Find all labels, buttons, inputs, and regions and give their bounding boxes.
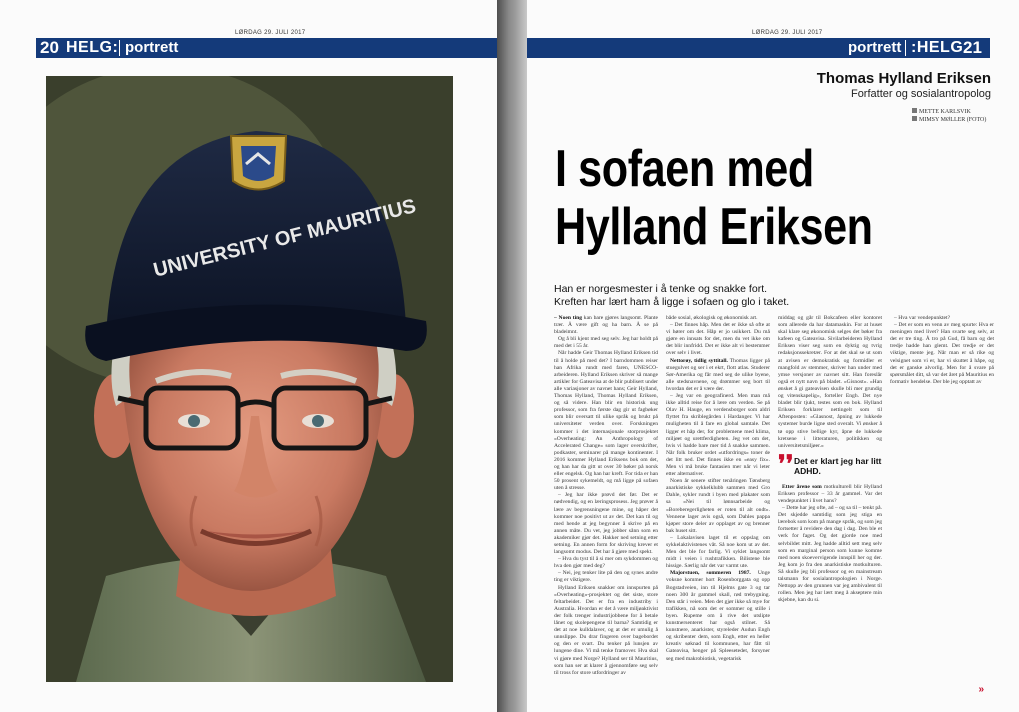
lead-line: Han er norgesmester i å tenke og snakke fort. <box>554 283 768 295</box>
body-paragraph <box>890 315 994 322</box>
subject-name: Thomas Hylland Eriksen <box>816 70 991 87</box>
paragraph-text: Hylland Eriksen snakker om innspurten på «Overheating»-prosjektet og det siste, store feltarbeidet. Det er fra en industriby i Australia. Hvordan er det å være miljøaktivist der folk trenger industrijobbene for å betale lånet og skolepengene til barna? Samtidig er det at noe kulldalaver, og at det er umulig å unnslippe. Du drar fingeren over bagebordet og den er svart. Du tenker på lunsjen av lungene dine. Vi må tenke framover. Hva skal vi gjøre med Norge? Hylland ser til Mauritius, som han ser at klarer å gjennomføre seg selv til tross for store utfordringer av <box>554 584 658 676</box>
section-header <box>36 38 497 58</box>
body-paragraph <box>554 570 658 584</box>
paragraph-lead: Majorstuen, sommeren 1987. <box>670 570 751 577</box>
portrait-photo <box>46 76 453 682</box>
paragraph-text: – Jeg var en geografinerd. Men man må ikke alltid reise for å lære om verden. Se på Olav H. Hauge, en verdensborger som aldri flyttet fra skriblegården i Hardanger. Vi har muligheten til å fare en global samtale. Det ligger et håp der, for problemene med klima, miljøet og urettferdigheten. Jeg vet om det, hvis vi hadde bare mer tid å snakke sammen. Når folk bruker ordet «utfordrings» toner de det litt ned. Det finnes ikke en «easy fix». Men vi må bruke fantasien mer når vi leter etter alternativer. <box>666 393 770 478</box>
body-paragraph <box>554 556 658 570</box>
subsection-label: portrett <box>848 39 902 56</box>
page-number: 21 <box>963 38 982 57</box>
subsection-label: portrett <box>125 39 179 56</box>
page-gutter <box>497 0 527 712</box>
paragraph-text: – Det finnes håp. Men det er ikke så ofte at vi hører om det. Håp er jo usikkert. Du må gjøre en innsats for det, men du vet ikke om det blir innfridd. Det er ikke alt vi bestemmer over selv i livet. <box>666 322 770 357</box>
paragraph-text: Thomas ligger på stuegulvet og ser i et ekrt, flott atlas. Studerer Sør-Amerika og får med seg de ulike byene, alle stedsnavnene, og drømmer seg bort til hvordan det er å være der. <box>666 357 770 392</box>
lead-line: Kreften har lært ham å ligge i sofaen og glo i taket. <box>554 296 790 308</box>
dateline: LØRDAG 29. JULI 2017 <box>235 30 306 36</box>
section-label: :HELG <box>911 39 964 56</box>
body-paragraph <box>554 585 658 677</box>
page-number: 20 <box>40 38 59 57</box>
cap-text: UNIVERSITY OF MAURITIUS <box>151 195 419 282</box>
paragraph-lead: Nettorøy, tidlig syttitall. <box>670 357 728 364</box>
portrait-illustration <box>46 76 453 682</box>
body-paragraph <box>890 322 994 386</box>
left-page <box>0 0 497 712</box>
paragraph-text: kan bare gjøres langsomt. Plante trær. Å være gift og ha barn. Å se på bladeimnt. <box>554 315 658 336</box>
paragraph-text: Og å bli kjent med seg selv. Jeg har holdt på med det i 55 år. <box>554 336 658 350</box>
header-divider <box>119 40 120 56</box>
quote-mark-icon: ❜❜ <box>778 451 794 478</box>
credit-bullet-icon <box>912 116 917 121</box>
paragraph-text: – Hva var vendepunktet? <box>894 315 951 321</box>
pull-quote-text: Det er klart jeg har litt ADHD. <box>794 455 882 476</box>
paragraph-text: – Nei, jeg tenker lite på den og synes andre ting er viktigere. <box>554 570 658 584</box>
paragraph-text: – Dette har jeg ofte, ad – og sa til – tenkt på. Det skjedde samtidig som jeg stiga en lærebok som kom på mange språk, og som jeg fortsetter å revidere den dag i dag. Den ble et verk for faget. Og det gjorde noe med selvbildet mitt. Jeg hadde alltid sett meg selv som en marginal person som kunne komme med noen skoevervigende innspill her og der. Jeg kom jo fra den anarkistiske motkulturen. Så skulle jeg bli professor og en mainstream talsmann for sosialantropologien i Norge. Nettopp av den grunnen var jeg ambivalent til rollen. Men jeg har lært meg å akseptere min skjebne, kan du si. <box>778 505 882 604</box>
article-body <box>554 315 994 695</box>
credit-writer: METTE KARLSVIK <box>919 109 971 115</box>
headline-line: I sofaen med <box>555 140 814 198</box>
paragraph-lead: Etter årene som <box>782 483 822 490</box>
body-paragraph <box>554 315 658 336</box>
paragraph-text: – Jeg har ikke prøvd det før. Det er nødvendig, og en læringsprosess. Jeg prøver å lære av begrensningene mine, og håper det kommer noe positivt ut av det. Det kan til og med hende at jeg begynner å skrive på en annen måte. Du vet, jeg jobber sånn som en akademiker gjør det. Hakker ned setning etter setning. En annen form for skriving krever et langsomt modus. Det har å gjøre med spekt. <box>554 492 658 556</box>
right-page <box>527 0 1019 712</box>
body-paragraph <box>666 393 770 478</box>
section-label: HELG: <box>66 39 119 56</box>
paragraph-text: både sosial, økologisk og økonomisk art. <box>666 315 758 321</box>
body-paragraph <box>666 358 770 393</box>
subject-role: Forfatter og sosialantropolog <box>850 88 991 100</box>
body-paragraph <box>778 315 882 450</box>
credit-photographer: MIMSY MØLLER (FOTO) <box>919 117 987 123</box>
credit-bullet-icon <box>912 108 917 113</box>
pull-quote <box>778 451 882 478</box>
body-paragraph <box>554 336 658 350</box>
body-paragraph <box>554 492 658 556</box>
text-column-4 <box>890 315 994 695</box>
paragraph-lead: – Noen ting <box>554 315 583 321</box>
credits <box>912 108 986 124</box>
body-paragraph <box>666 478 770 535</box>
body-paragraph <box>778 505 882 604</box>
paragraph-text: Noen år senere stifter tenåringen Tønsberg anarkistiske sykkelklubb sammen med Gro Dahle, sykler rundt i byen med plakater som sa «Nei til lønnsarbeide og «Boreberegerligheten er roten til alt ondt». Vennene lager avis også, som Dahles pappa kjøper store deler av opplaget av og brenner bak huset sitt. <box>666 478 770 534</box>
paragraph-text: middag og går til Bokcafeen eller kontoret som allerede da har datamaskin. For at huset skal klare seg økonomisk selges det bøker fra kafeen og Gateavisa. Sivilarbeideren Hylland Eriksen viser seg som en dyktig og tvrig redaksjonssekretær. For at det skal se ut som at avisen er demokratisk og formidler et mangfold av stemmer, skriver han under med ymse versjoner av navnet sitt. Han foreslår også et nytt navn på bladet. «Gisnost». «Han ønsket å gi gateavisen skulle bli mer grundig og vitenskapelig», forteller Engh. Det nye bladet blir tjukt, testes som en bok. Hylland Eriksen forklarer nettingelt som til Aftenposten: «Glasnost, åpning av lukkede systemer burde ligne sted overalt. Vi ønsker å tø opp stive bellige kyr, åpne de lukkede kretsene i litteraturen, politikken og universitetsmiljøer.» <box>778 315 882 449</box>
headline-line: Hylland Eriksen <box>555 198 873 256</box>
paragraph-text: Når hadde Geir Thomas Hylland Eriksen tid til å holde på med det? I barndommen reiser han Afrika rundt med faren, UNESCO-arbeideren. Hylland Eriksen skriver så mange artikler for Gateavisa at de blir publisert under alle variasjoner av navnet hans; Geir Hylland, Thomas Hylland, Thomas Hylland Eriksen, og så videre. Han blir en historisk ung professor, som fra første dag gir ut fagbøker som blir oversatt til ulike språk og brukt på universiteter verden over. Forskningen kommer i det internasjonale storprosjektet «Overheating: An Anthropology of Accelerated Change» som lager overskrifter, podkaster, seminarer på mange kontinenter. I 2016 kommer Hylland Eriksens bok om det, og han har da gitt ut over 30 bøker på norsk eller engelsk. Og han har kreft. For tida er han 50 prosent sykemeldt, og må ligge på sofaen uten å stresse. <box>554 350 658 492</box>
paragraph-text: Unge voksne kommer hort Rosenborggata og opp Bogstadveien, inn til Hjelms gate 3 og tar noen 300 år gammel skall, rød trebygning. Den står i veien. Men det gjør ikke så mye for trafikken, nå som det er sommer og stille i byen. Rupeme om å rive det utslipte kunstnersenteret har også stilnet. Så kunstnere, anarkister, styreleder Audun Engh og skribenter dem, som Engh, etter en heller kreativ søknad til kommunen, har fått til Gateavisa, henger på Spleesetedet, forsyner seg med makrobiotisk, vegetarisk <box>666 570 770 662</box>
body-paragraph <box>666 570 770 662</box>
paragraph-text: motkulturell blir Hylland Eriksen professor – 33 år gammel. Var det vendepunktet i livet hans? <box>778 483 882 504</box>
dateline: LØRDAG 29. JULI 2017 <box>752 30 823 36</box>
section-header <box>527 38 990 58</box>
text-column-1 <box>554 315 658 695</box>
text-column-3 <box>778 315 882 695</box>
continue-arrow-icon: » <box>978 684 984 695</box>
paragraph-text: – Det er som en venn av meg spurte: Hva er meningen med livet? Han svarte seg selv, at det er tre ting. Å tro på Gud, få barn og det tredje hadde han glemt. Det tredje er det viktige, mente jeg. Når man er så rike og velsignet som vi er, har vi skuttet å håpe, og det er ganske alvorlig. Men for å svare på spørsmålet ditt, så var det året på Mauritius en formativ hendelse. Der ble jeg opptatt av <box>890 322 994 385</box>
paragraph-text: – Lokalavisen laget til et oppslag om sykkelaktivistenes våt. Så noe kom ut av det. Men det ble for farlig. Vi syklet langsomt midt i veien i rushtrafikken. Bilistene ble hissige. Særlig når det var varmt ute. <box>666 534 770 570</box>
text-column-2 <box>666 315 770 695</box>
lead-paragraph <box>554 283 954 309</box>
body-paragraph <box>666 322 770 357</box>
paragraph-text: – Hva du tyst til å si mer om sykdommen og hva den gjør med deg? <box>554 556 658 570</box>
body-paragraph <box>778 484 882 505</box>
body-paragraph <box>666 535 770 570</box>
body-paragraph <box>554 350 658 492</box>
headline <box>555 140 920 256</box>
header-divider <box>905 40 906 56</box>
